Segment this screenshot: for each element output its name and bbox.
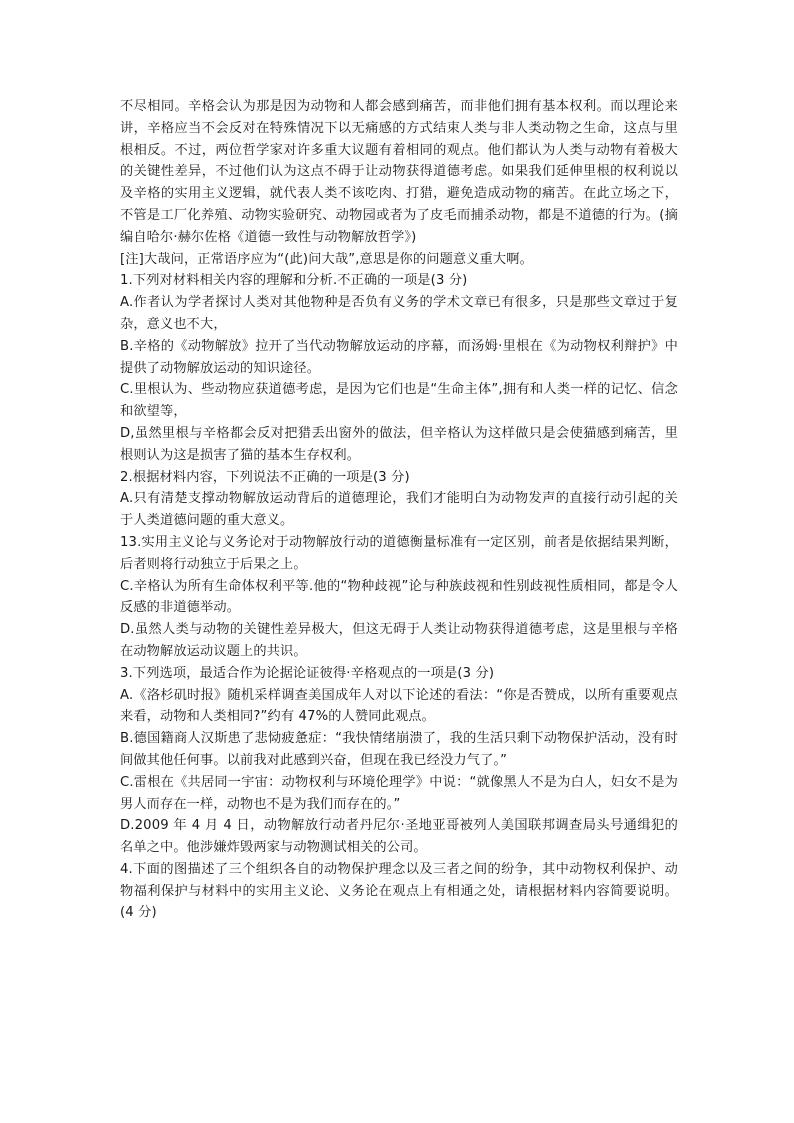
- question-2: [120, 467, 678, 663]
- question-3-option-b: B.德国籍商人汉斯患了悲恸疲惫症：“我快情绪崩溃了，我的生活只剩下动物保护活动，没有时间做其他任何事。以前我对此感到兴奋，但现在我已经没力气了。”: [120, 731, 678, 768]
- question-2-stem: 2.根据材料内容，下列说法不正确的一项是(3 分): [120, 469, 410, 485]
- question-3-option-a: A.《洛杉矶时报》随机采样调查美国成年人对以下论述的看法：“你是否赞成，以所有重要观点来看，动物和人类相同?”约有 47%的人赞同此观点。: [120, 687, 678, 725]
- question-4: [120, 859, 678, 924]
- question-2-option-d: D.虽然人类与动物的关键性差异极大，但这无碍于人类让动物获得道德考虑，这是里根与辛格在动物解放运动议题上的共识。: [120, 622, 678, 659]
- question-4-stem: 4.下面的图描述了三个组织各自的动物保护理念以及三者之间的纷争，其中动物权利保护、动物福利保护与材料中的实用主义论、义务论在观点上有相通之处，请根据材料内容简要说明。(4 分): [120, 861, 678, 921]
- question-3-option-c: C.雷根在《共居同一宇宙：动物权利与环境伦理学》中说：“就像黑人不是为白人，妇女不是为男人而存在一样，动物也不是为我们而存在的。”: [120, 774, 678, 812]
- question-2-option-b: 13.实用主义论与义务论对于动物解放行动的道德衡量标准有一定区别，前者是依据结果判断，后者则将行动独立于后果之上。: [120, 534, 678, 572]
- question-1: [120, 270, 678, 466]
- document-page: [120, 96, 678, 924]
- passage-body: 不尽相同。辛格会认为那是因为动物和人都会感到痛苦，而非他们拥有基本权利。而以理论来讲，辛格应当不会反对在特殊情况下以无痛感的方式结束人类与非人类动物之生命，这点与里根相反。不过，两位哲学家对许多重大议题有着相同的观点。他们都认为人类与动物有着极大的关键性差异，不过他们认为这点不碍于让动物获得道德考虑。如果我们延伸里根的权利说以及辛格的实用主义逻辑，就代表人类不该吃肉、打猎，避免造成动物的痛苦。在此立场之下，不管是工厂化养殖、动物实验研究、动物园或者为了皮毛而捕杀动物，都是不道德的行为。(摘编自哈尔·赫尔佐格《道德一致性与动物解放哲学》): [120, 99, 678, 245]
- question-2-option-c: C.辛格认为所有生命体权利平等.他的“物种歧视”论与种族歧视和性别歧视性质相同，都是令人反感的非道德举动。: [120, 578, 678, 616]
- question-1-option-c: C.里根认为、些动物应获道德考虑，是因为它们也是“生命主体”,拥有和人类一样的记忆、信念和欲望等，: [120, 382, 678, 420]
- question-3: [120, 663, 678, 859]
- question-1-stem: 1.下列对材料相关内容的理解和分析.不正确的一项是(3 分): [120, 273, 468, 289]
- question-3-option-d: D.2009 年 4 月 4 日，动物解放行动者丹尼尔·圣地亚哥被列人美国联邦调查局头号通缉犯的名单之中。他涉嫌炸毁两家与动物测试相关的公司。: [120, 818, 678, 856]
- question-3-stem: 3.下列选项，最适合作为论据论证彼得·辛格观点的一项是(3 分): [120, 665, 495, 681]
- passage-note: [注]大哉问，正常语序应为“(此)问大哉”,意思是你的问题意义重大啊。: [120, 251, 533, 267]
- question-1-option-b: B.辛格的《动物解放》拉开了当代动物解放运动的序幕，而汤姆·里根在《为动物权利辩护》中提供了动物解放运动的知识途径。: [120, 338, 678, 376]
- question-1-option-d: D,虽然里根与辛格都会反对把猎丢出窗外的做法，但辛格认为这样做只是会使猫感到痛苦，里根则认为这是损害了猫的基本生存权利。: [120, 425, 678, 463]
- question-1-option-a: A.作者认为学者探讨人类对其他物种是否负有义务的学术文章已有很多，只是那些文章过于复杂，意义也不大，: [120, 295, 678, 332]
- question-2-option-a: A.只有清楚支撑动物解放运动背后的道德理论，我们才能明白为动物发声的直接行动引起的关于人类道德问题的重大意义。: [120, 491, 678, 529]
